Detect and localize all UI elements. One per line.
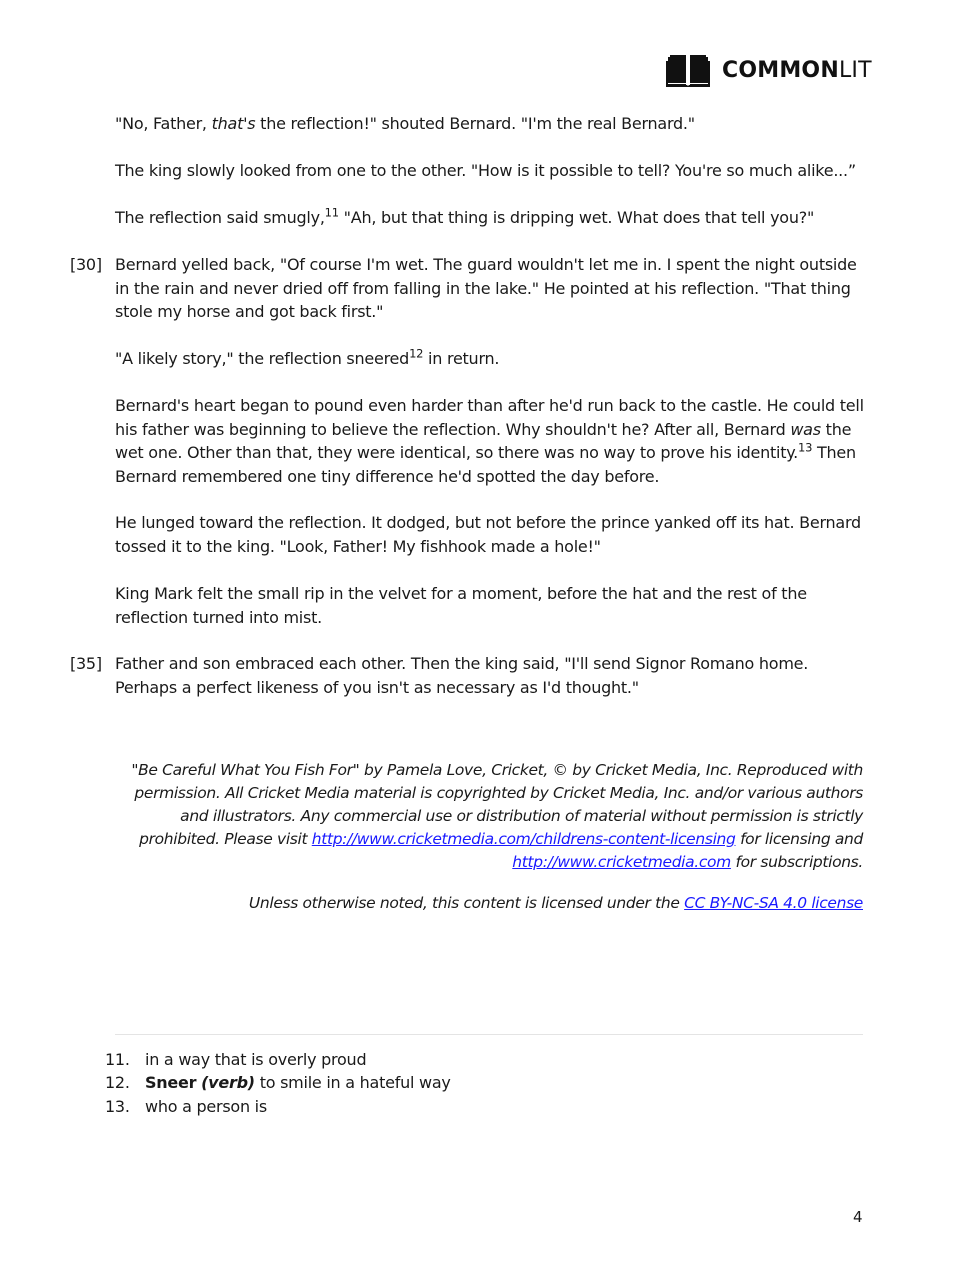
paragraph: The reflection said smugly,$^{11}$ "Ah, but that thing is dripping wet. What does that tell you?": [115, 205, 815, 227]
footnote-ref[interactable]: 12: [409, 346, 424, 361]
licensing-link[interactable]: http://www.cricketmedia.com/childrens-content-licensing: [311, 830, 736, 848]
page-number: 4: [853, 1208, 863, 1226]
footnote-number: 13.: [105, 1097, 130, 1116]
license-note: Unless otherwise noted, this content is licensed under the CC BY-NC-SA 4.0 license: [248, 894, 863, 912]
paragraph: Bernard yelled back, "Of course I'm wet. The guard wouldn't let me in. I spent the night outside in the rain and never dried off from falling in the lake." He pointed at his reflection. "That thing stole my horse and got back first.": [115, 255, 857, 321]
footnote-number: 12.: [105, 1073, 130, 1092]
footnote-text: who a person is: [145, 1097, 267, 1116]
open-book-icon: [666, 53, 710, 87]
commonlit-logo: [666, 52, 872, 88]
paragraph: He lunged toward the reflection. It dodged, but not before the prince yanked off its hat. Bernard tossed it to the king. "Look, Father! My fishhook made a hole!": [115, 513, 861, 556]
paragraph: "A likely story," the reflection sneered$^{12}$ in return.: [115, 346, 500, 368]
footnote-divider: [115, 1034, 863, 1035]
footnote-number: 11.: [105, 1050, 130, 1069]
footnote-ref[interactable]: 13: [798, 440, 813, 455]
paragraph: Father and son embraced each other. Then the king said, "I'll send Signor Romano home. Perhaps a perfect likeness of you isn't as necessary as I'd thought.": [115, 654, 809, 697]
footnote-text: in a way that is overly proud: [145, 1050, 367, 1069]
footnote-ref[interactable]: 11: [324, 205, 339, 220]
paragraph: Bernard's heart began to pound even harder than after he'd run back to the castle. He could tell his father was beginning to believe the reflection. Why shouldn't he? After all, Bernard was the wet one. Other than that, they were identical, so there was no way to prove his identity.$^{13}$ Then Bernard remembered one tiny difference he'd spotted the day before.: [115, 396, 864, 486]
logo-wordmark: COMMONLIT: [722, 57, 872, 83]
paragraph-number: [30]: [70, 255, 102, 274]
paragraph-number: [35]: [70, 654, 102, 673]
subscriptions-link[interactable]: http://www.cricketmedia.com: [512, 853, 731, 871]
paragraph: "No, Father, that's the reflection!" shouted Bernard. "I'm the real Bernard.": [115, 114, 695, 133]
paragraph: King Mark felt the small rip in the velvet for a moment, before the hat and the rest of the reflection turned into mist.: [115, 584, 807, 627]
paragraph: The king slowly looked from one to the other. "How is it possible to tell? You're so much alike...”: [115, 161, 856, 180]
footnote-text: Sneer (verb) to smile in a hateful way: [145, 1073, 451, 1092]
citation: "Be Careful What You Fish For" by Pamela Love, Cricket, © by Cricket Media, Inc. Reproduced with permission. All Cricket Media material is copyrighted by Cricket Media, Inc. and/or various authors and illustrators. Any commercial use or distribution of material without permission is strictly prohibited. Please visit http://www.cricketmedia.com/childrens-content-licensing for licensing and http://www.cricketmedia.com for subscriptions.: [131, 761, 863, 871]
license-link[interactable]: CC BY-NC-SA 4.0 license: [684, 894, 863, 912]
